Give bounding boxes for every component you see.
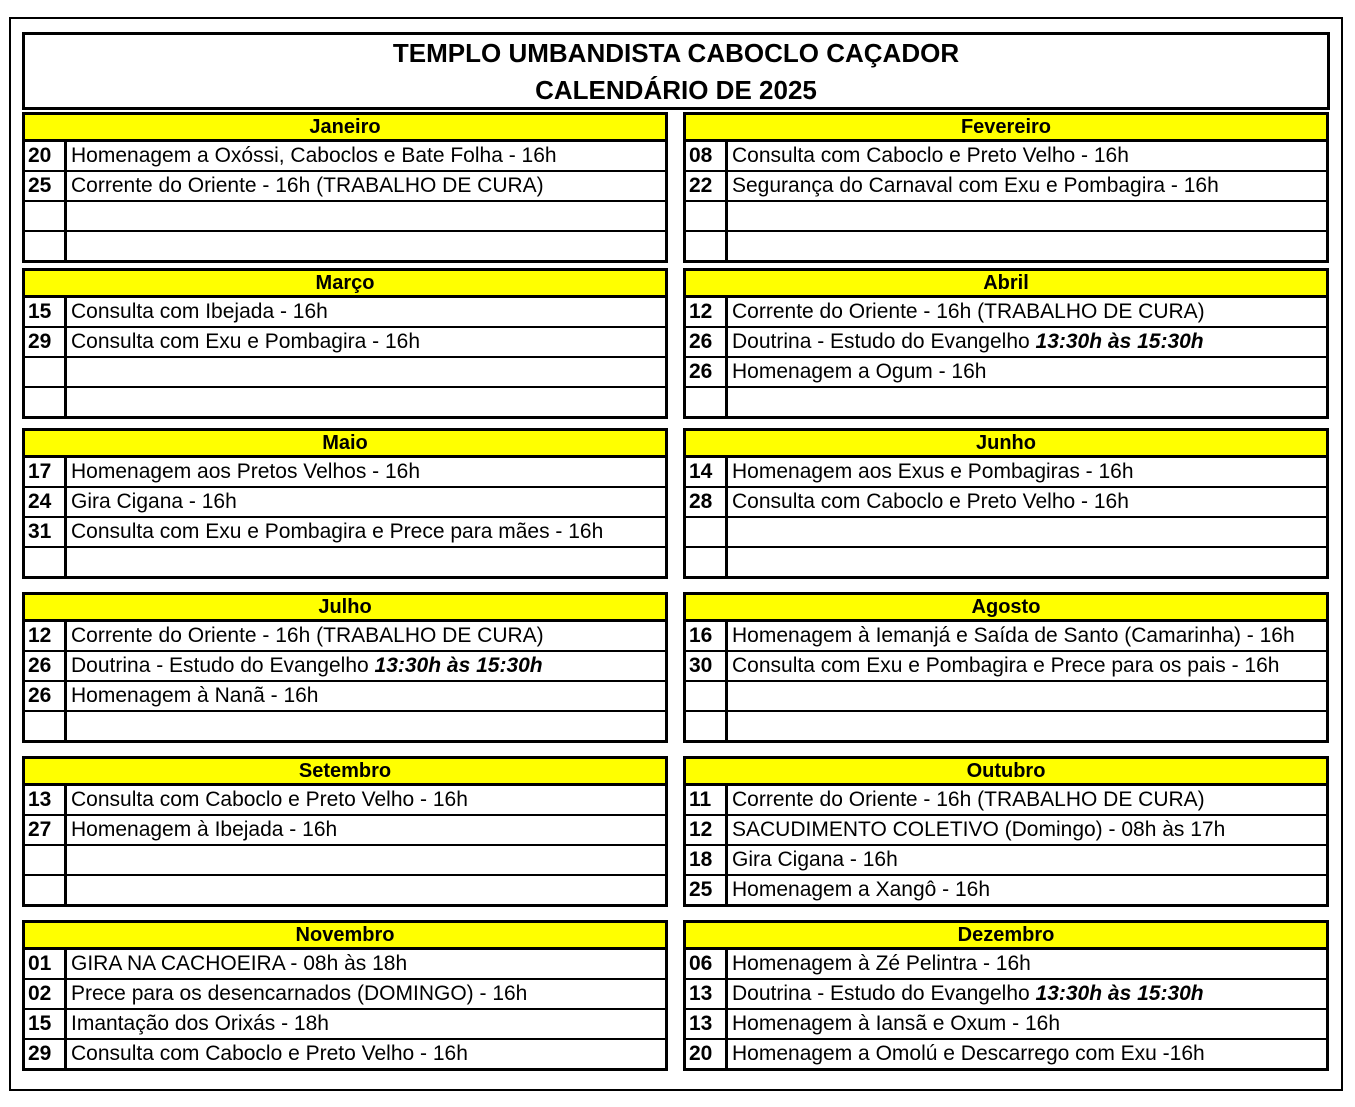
event-day: 13	[25, 786, 67, 814]
event-day: 13	[686, 1010, 728, 1038]
event-row	[686, 786, 1326, 816]
event-description	[728, 388, 1326, 416]
month-block-outubro	[683, 756, 1329, 907]
event-row	[25, 328, 665, 358]
event-row	[25, 518, 665, 548]
month-header: Novembro	[25, 923, 665, 950]
event-description: Gira Cigana - 16h	[732, 848, 898, 871]
event-day: 12	[686, 816, 728, 844]
event-row	[686, 142, 1326, 172]
event-description: Corrente do Oriente - 16h (TRABALHO DE CURA)	[732, 788, 1205, 811]
event-description	[67, 232, 665, 260]
event-description	[728, 232, 1326, 260]
month-header: Fevereiro	[686, 115, 1326, 142]
event-description: Homenagem a Xangô - 16h	[732, 878, 990, 901]
event-row	[686, 328, 1326, 358]
event-day	[686, 682, 728, 710]
event-row	[686, 202, 1326, 232]
event-row	[25, 202, 665, 232]
event-row	[25, 172, 665, 202]
event-day: 17	[25, 458, 67, 486]
event-day	[686, 388, 728, 416]
event-day: 11	[686, 786, 728, 814]
month-header: Agosto	[686, 595, 1326, 622]
event-row	[686, 846, 1326, 876]
event-description: Segurança do Carnaval com Exu e Pombagira - 16h	[732, 174, 1219, 197]
event-row	[25, 816, 665, 846]
event-day	[686, 202, 728, 230]
month-header: Outubro	[686, 759, 1326, 786]
event-time-emphasis: 13:30h às 15:30h	[1035, 982, 1204, 1005]
event-row	[25, 786, 665, 816]
event-row	[686, 876, 1326, 904]
event-description	[728, 518, 1326, 546]
calendar-title	[22, 32, 1330, 110]
event-row	[25, 846, 665, 876]
event-day: 18	[686, 846, 728, 874]
event-row	[25, 980, 665, 1010]
event-row	[686, 622, 1326, 652]
event-row	[686, 518, 1326, 548]
event-description: Corrente do Oriente - 16h (TRABALHO DE CURA)	[71, 174, 544, 197]
event-row	[686, 712, 1326, 740]
event-description: Imantação dos Orixás - 18h	[71, 1012, 329, 1035]
event-row	[25, 298, 665, 328]
event-time-emphasis: 13:30h às 15:30h	[374, 654, 543, 677]
event-day	[25, 232, 67, 260]
event-day: 29	[25, 1040, 67, 1068]
event-row	[25, 652, 665, 682]
month-block-abril	[683, 268, 1329, 419]
event-row	[686, 388, 1326, 416]
title-line2: CALENDÁRIO DE 2025	[535, 75, 817, 105]
event-description: Doutrina - Estudo do Evangelho 13:30h às 15:30h	[71, 654, 543, 677]
event-row	[686, 950, 1326, 980]
event-day	[686, 548, 728, 576]
event-row	[686, 816, 1326, 846]
event-day: 25	[686, 876, 728, 904]
event-description: Homenagem à Iansã e Oxum - 16h	[732, 1012, 1061, 1035]
event-row	[686, 682, 1326, 712]
event-description	[67, 548, 665, 576]
event-description: SACUDIMENTO COLETIVO (Domingo) - 08h às 17h	[732, 818, 1226, 841]
event-description: Consulta com Exu e Pombagira e Prece para os pais - 16h	[732, 654, 1280, 677]
event-description	[67, 876, 665, 904]
event-row	[686, 548, 1326, 576]
month-block-janeiro	[22, 112, 668, 263]
event-day	[686, 518, 728, 546]
event-description: Homenagem à Nanã - 16h	[71, 684, 319, 707]
month-header: Março	[25, 271, 665, 298]
event-description	[67, 712, 665, 740]
event-day	[25, 388, 67, 416]
month-block-fevereiro	[683, 112, 1329, 263]
month-header: Abril	[686, 271, 1326, 298]
event-day: 29	[25, 328, 67, 356]
event-description	[728, 202, 1326, 230]
month-block-julho	[22, 592, 668, 743]
event-row	[25, 1040, 665, 1068]
event-row	[25, 682, 665, 712]
month-header: Junho	[686, 431, 1326, 458]
event-day: 31	[25, 518, 67, 546]
event-description: Consulta com Ibejada - 16h	[71, 300, 328, 323]
month-block-junho	[683, 428, 1329, 579]
event-row	[686, 172, 1326, 202]
event-description: Consulta com Caboclo e Preto Velho - 16h	[732, 144, 1129, 167]
event-row	[686, 652, 1326, 682]
event-description: Consulta com Exu e Pombagira e Prece para mães - 16h	[71, 520, 604, 543]
event-description: Consulta com Caboclo e Preto Velho - 16h	[71, 788, 468, 811]
event-description	[67, 846, 665, 874]
event-day	[25, 712, 67, 740]
event-row	[25, 1010, 665, 1040]
event-day: 08	[686, 142, 728, 170]
event-day: 16	[686, 622, 728, 650]
event-description: Homenagem a Ogum - 16h	[732, 360, 987, 383]
month-header: Julho	[25, 595, 665, 622]
event-day: 26	[686, 328, 728, 356]
event-description: GIRA NA CACHOEIRA - 08h às 18h	[71, 952, 408, 975]
event-row	[25, 232, 665, 260]
event-day	[686, 712, 728, 740]
event-day	[25, 202, 67, 230]
month-header: Maio	[25, 431, 665, 458]
event-day	[25, 358, 67, 386]
event-row	[25, 388, 665, 416]
event-description: Doutrina - Estudo do Evangelho 13:30h às 15:30h	[732, 982, 1204, 1005]
event-day: 25	[25, 172, 67, 200]
month-block-agosto	[683, 592, 1329, 743]
event-description: Homenagem aos Exus e Pombagiras - 16h	[732, 460, 1134, 483]
event-row	[686, 458, 1326, 488]
event-day: 26	[25, 652, 67, 680]
month-block-dezembro	[683, 920, 1329, 1071]
event-description: Consulta com Exu e Pombagira - 16h	[71, 330, 421, 353]
title-line1: TEMPLO UMBANDISTA CABOCLO CAÇADOR	[392, 38, 960, 68]
event-day: 30	[686, 652, 728, 680]
event-day: 13	[686, 980, 728, 1008]
event-row	[25, 622, 665, 652]
event-day: 15	[25, 1010, 67, 1038]
event-day: 20	[686, 1040, 728, 1068]
month-block-março	[22, 268, 668, 419]
event-description: Homenagem à Zé Pelintra - 16h	[732, 952, 1031, 975]
event-day	[25, 548, 67, 576]
event-row	[25, 876, 665, 904]
event-day: 02	[25, 980, 67, 1008]
month-header: Dezembro	[686, 923, 1326, 950]
event-day: 26	[686, 358, 728, 386]
event-day	[25, 876, 67, 904]
event-row	[686, 488, 1326, 518]
event-description: Corrente do Oriente - 16h (TRABALHO DE CURA)	[732, 300, 1205, 323]
event-row	[686, 232, 1326, 260]
event-day: 22	[686, 172, 728, 200]
event-description	[728, 548, 1326, 576]
event-day: 12	[686, 298, 728, 326]
event-description: Homenagem aos Pretos Velhos - 16h	[71, 460, 421, 483]
event-day: 28	[686, 488, 728, 516]
event-description: Gira Cigana - 16h	[71, 490, 237, 513]
month-block-maio	[22, 428, 668, 579]
event-day: 15	[25, 298, 67, 326]
event-day	[686, 232, 728, 260]
event-row	[686, 298, 1326, 328]
event-time-emphasis: 13:30h às 15:30h	[1035, 330, 1204, 353]
event-row	[25, 358, 665, 388]
event-description: Homenagem a Oxóssi, Caboclos e Bate Folha - 16h	[71, 144, 557, 167]
event-day: 14	[686, 458, 728, 486]
event-row	[25, 458, 665, 488]
event-description: Prece para os desencarnados (DOMINGO) - 16h	[71, 982, 528, 1005]
event-day: 12	[25, 622, 67, 650]
event-row	[686, 980, 1326, 1010]
event-day: 24	[25, 488, 67, 516]
event-description	[67, 388, 665, 416]
event-row	[25, 950, 665, 980]
event-description: Consulta com Caboclo e Preto Velho - 16h	[732, 490, 1129, 513]
event-description	[728, 682, 1326, 710]
month-block-novembro	[22, 920, 668, 1071]
event-day: 01	[25, 950, 67, 978]
event-description: Homenagem a Omolú e Descarrego com Exu -16h	[732, 1042, 1205, 1065]
event-description: Homenagem à Ibejada - 16h	[71, 818, 338, 841]
event-description: Consulta com Caboclo e Preto Velho - 16h	[71, 1042, 468, 1065]
event-description	[67, 202, 665, 230]
event-description: Homenagem à Iemanjá e Saída de Santo (Camarinha) - 16h	[732, 624, 1295, 647]
event-description: Doutrina - Estudo do Evangelho 13:30h às 15:30h	[732, 330, 1204, 353]
event-description: Corrente do Oriente - 16h (TRABALHO DE CURA)	[71, 624, 544, 647]
event-row	[25, 142, 665, 172]
event-row	[25, 548, 665, 576]
event-row	[686, 358, 1326, 388]
event-row	[686, 1040, 1326, 1068]
event-description	[67, 358, 665, 386]
month-block-setembro	[22, 756, 668, 907]
event-row	[25, 488, 665, 518]
event-day	[25, 846, 67, 874]
event-row	[25, 712, 665, 740]
event-day: 27	[25, 816, 67, 844]
event-day: 26	[25, 682, 67, 710]
event-row	[686, 1010, 1326, 1040]
month-header: Setembro	[25, 759, 665, 786]
month-header: Janeiro	[25, 115, 665, 142]
event-description	[728, 712, 1326, 740]
event-day: 20	[25, 142, 67, 170]
event-day: 06	[686, 950, 728, 978]
